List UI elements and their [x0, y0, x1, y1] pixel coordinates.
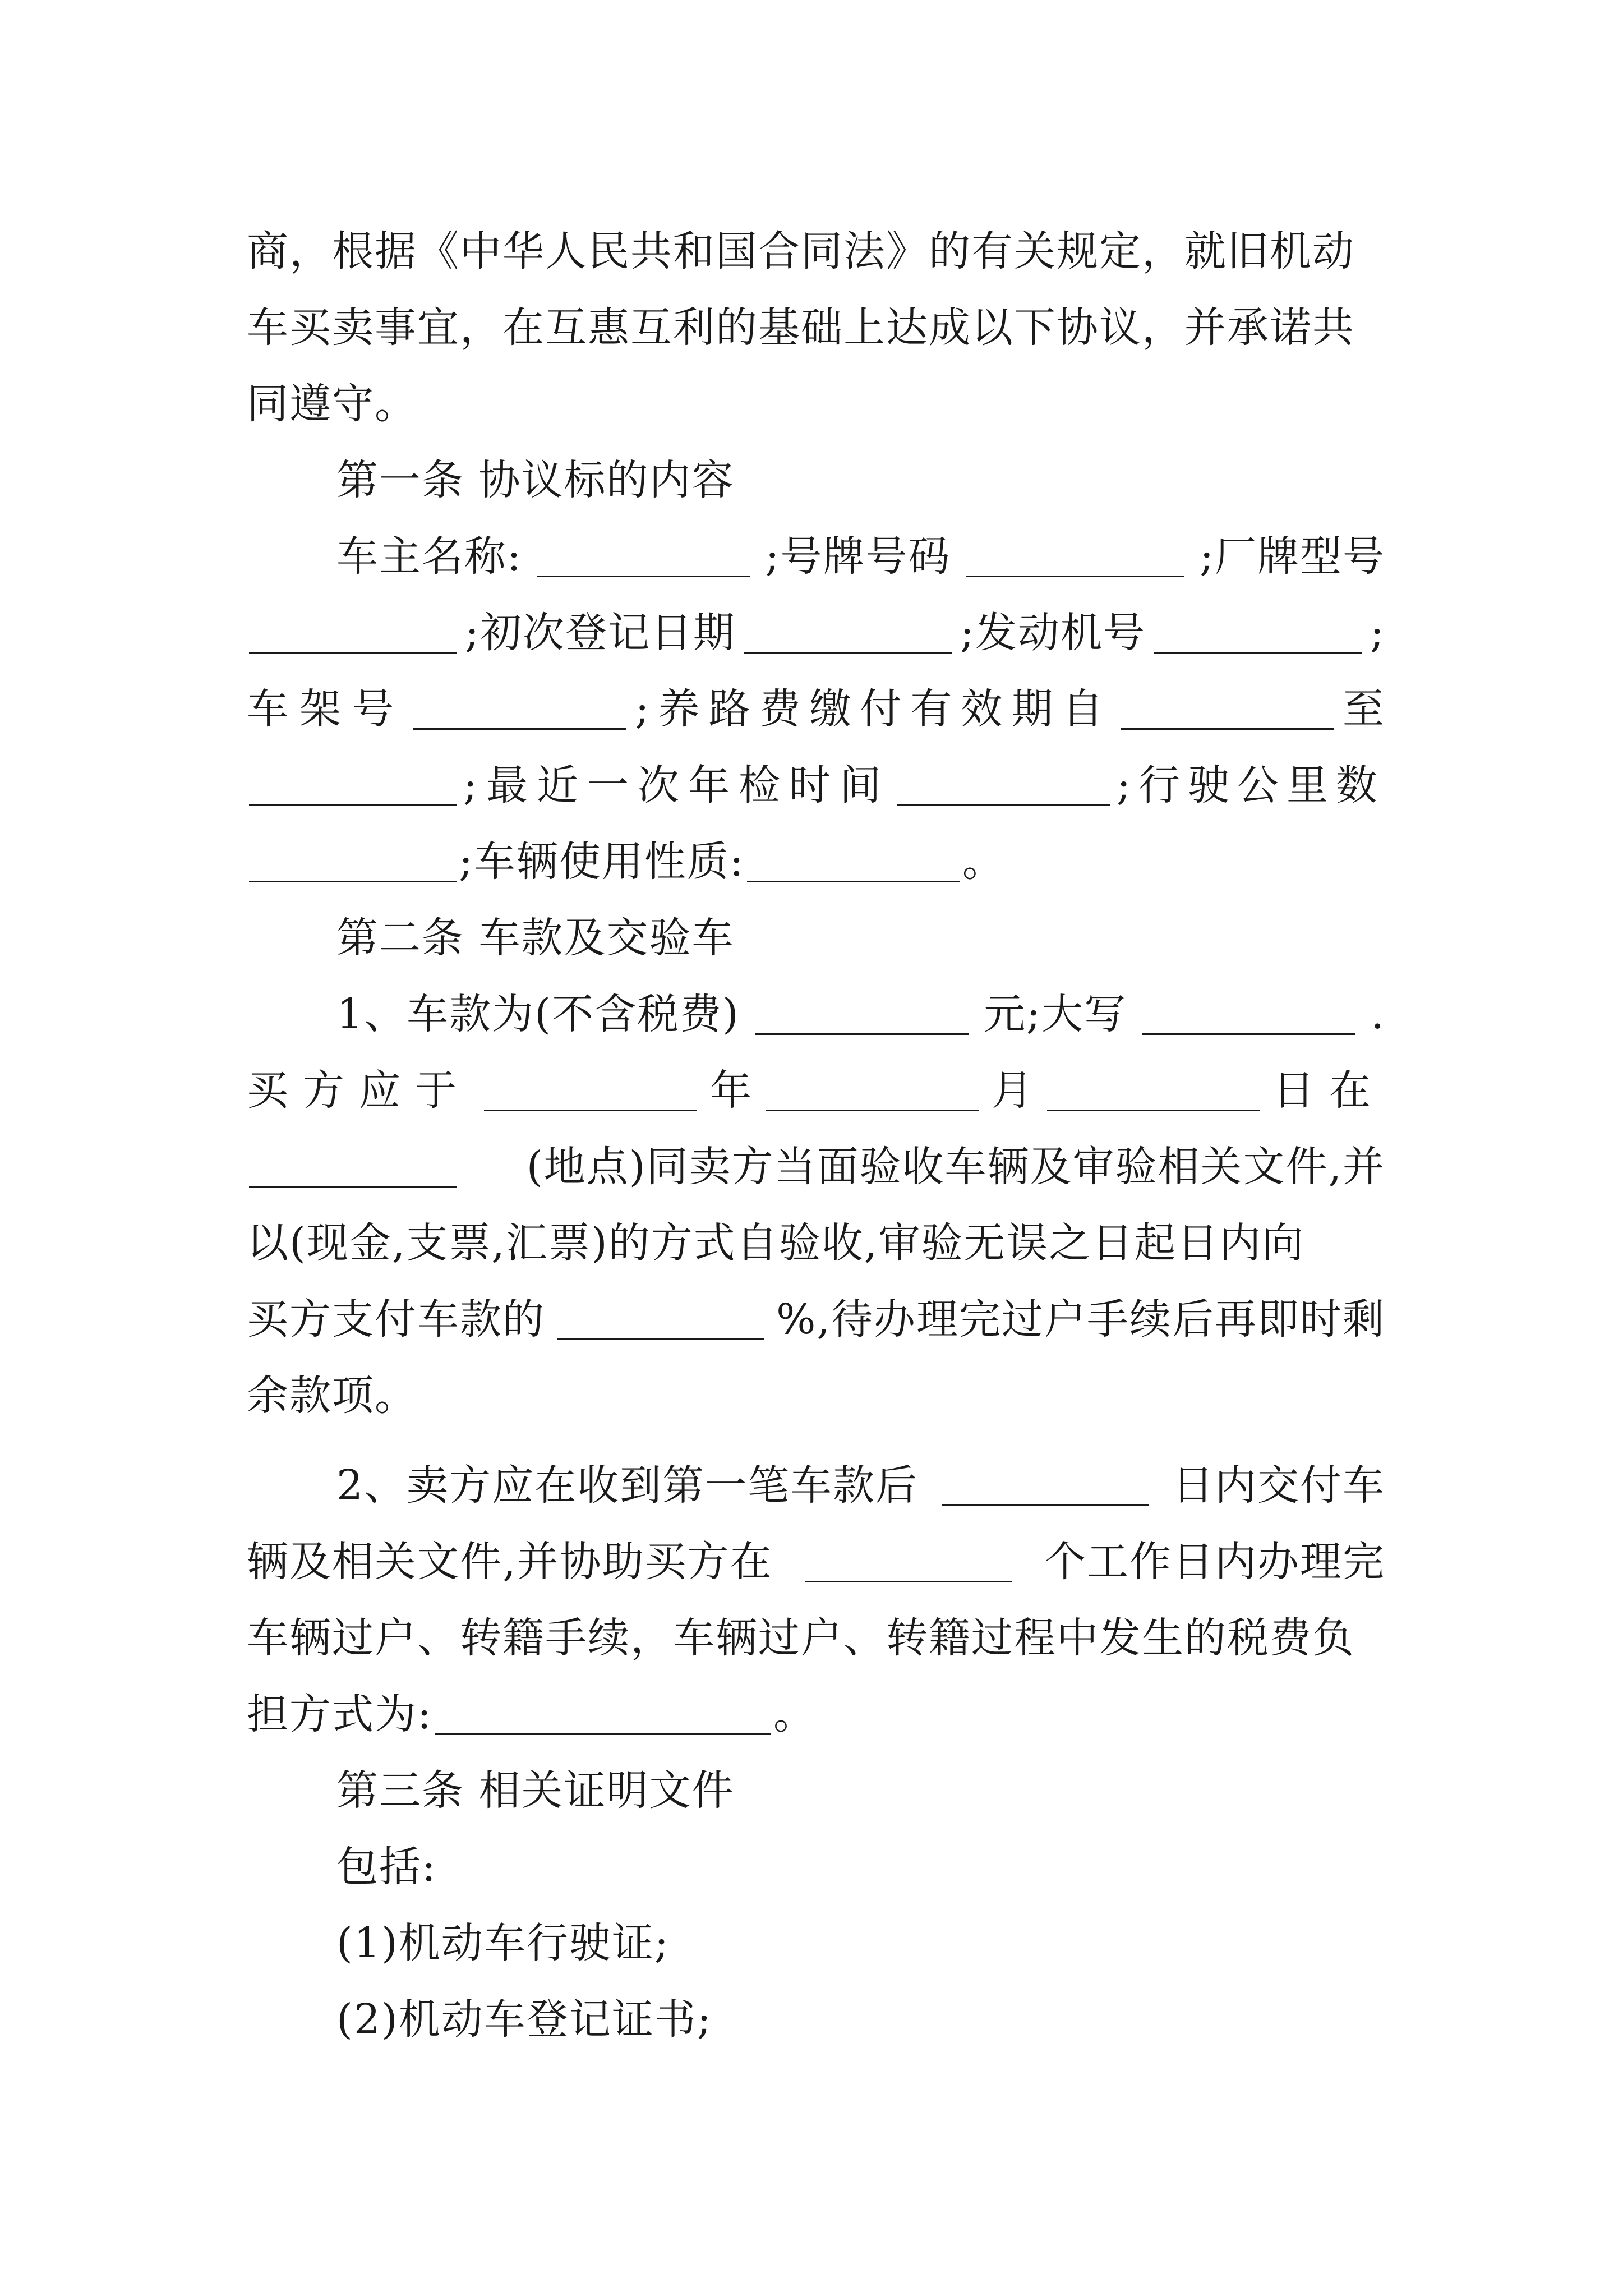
month-label: 月 — [992, 1066, 1034, 1115]
road-fee-blank[interactable] — [1121, 689, 1334, 730]
workdays-text: 个工作日内办理完 — [1044, 1538, 1385, 1586]
plate-blank[interactable] — [966, 536, 1184, 577]
article-2-line-3 — [247, 1129, 1385, 1205]
to-label: 至 — [1343, 685, 1385, 733]
year-label: 年 — [710, 1066, 753, 1115]
day-at-label: 日在 — [1273, 1066, 1385, 1115]
first-reg-blank[interactable] — [744, 613, 952, 654]
article-3-item-1 — [247, 1905, 1385, 1981]
article-2-line-8 — [247, 1524, 1385, 1600]
owner-blank[interactable] — [537, 536, 750, 577]
article-1-line-4 — [247, 747, 1385, 823]
intro-text-2: 车买卖事宜，在互惠互利的基础上达成以下协议，并承诺共 — [247, 303, 1355, 352]
transfer-text: 车辆过户、转籍手续，车辆过户、转籍过程中发生的税费负 — [247, 1614, 1355, 1662]
article-2-line-9 — [247, 1600, 1385, 1676]
intro-line-3 — [247, 366, 1385, 442]
intro-text-1: 商，根据《中华人民共和国合同法》的有关规定，就旧机动 — [247, 227, 1355, 275]
intro-line-1 — [247, 213, 1385, 289]
place-text: (地点)同卖方当面验收车辆及审验相关文件,并 — [526, 1143, 1385, 1191]
document-page — [247, 213, 1385, 2058]
article-3-title-text: 第三条 相关证明文件 — [336, 1766, 735, 1815]
deliver-text: 日内交付车 — [1172, 1461, 1385, 1510]
article-1-title — [247, 442, 1385, 518]
pay-pct-blank[interactable] — [557, 1299, 764, 1340]
article-3-include — [247, 1829, 1385, 1905]
item-2-text: (2)机动车登记证书; — [336, 1995, 712, 2044]
usage-blank[interactable] — [747, 841, 960, 882]
article-2-title-text: 第二条 车款及交验车 — [336, 914, 735, 962]
article-2-line-6 — [247, 1358, 1385, 1434]
tax-period: 。 — [773, 1690, 816, 1738]
year-blank[interactable] — [484, 1070, 697, 1111]
pay-way-text: 以(现金,支票,汇票)的方式自验收,审验无误之日起日内向 — [247, 1219, 1305, 1267]
buyer-should-label: 买方应于 — [247, 1066, 471, 1115]
article-1-title-text: 第一条 协议标的内容 — [336, 456, 735, 504]
article-2-line-5 — [247, 1281, 1385, 1358]
article-1-line-3 — [247, 671, 1385, 747]
article-2-line-1 — [247, 976, 1385, 1052]
article-2-line-2 — [247, 1052, 1385, 1129]
usage-label: ;车辆使用性质: — [459, 838, 745, 886]
article-3-title — [247, 1752, 1385, 1829]
road-fee-label: ;养路费缴付有效期自 — [635, 685, 1113, 733]
item-1-text: (1)机动车行驶证; — [336, 1919, 670, 1967]
price-label: 1、车款为(不含税费) — [336, 990, 740, 1038]
article-2-line-10 — [247, 1676, 1385, 1752]
last-check-blank[interactable] — [897, 765, 1110, 806]
period: 。 — [962, 838, 1005, 886]
plate-label: ;号牌号码 — [765, 532, 951, 581]
last-check-label: ;最近一次年检时间 — [463, 761, 890, 809]
intro-line-2 — [247, 289, 1385, 366]
place-blank[interactable] — [249, 1147, 457, 1188]
article-1-line-1 — [247, 518, 1385, 595]
article-1-line-5 — [247, 823, 1385, 900]
article-3-item-2 — [247, 1981, 1385, 2058]
engine-label: ;发动机号 — [960, 609, 1146, 657]
tax-blank[interactable] — [435, 1694, 771, 1735]
model-blank[interactable] — [249, 613, 457, 654]
article-2-line-7 — [247, 1447, 1385, 1524]
pay-pct-text: %,待办理完过户手续后再即时剩 — [776, 1295, 1385, 1343]
tax-label: 担方式为: — [247, 1690, 432, 1738]
dot: . — [1371, 990, 1385, 1038]
paragraph-gap — [247, 1434, 1385, 1447]
yuan-label: 元;大写 — [984, 990, 1127, 1038]
frame-label: 车架号 — [247, 685, 405, 733]
deliver-days-blank[interactable] — [942, 1465, 1149, 1506]
pay-pct-label: 买方支付车款的 — [247, 1295, 545, 1343]
intro-text-3: 同遵守。 — [247, 380, 417, 428]
article-1-line-2 — [247, 595, 1385, 671]
price-blank[interactable] — [755, 994, 969, 1035]
workdays-blank[interactable] — [805, 1542, 1012, 1582]
engine-blank[interactable] — [1154, 613, 1362, 654]
semicolon: ; — [1370, 609, 1385, 657]
mileage-label: ;行驶公里数 — [1117, 761, 1385, 809]
day-blank[interactable] — [1047, 1070, 1260, 1111]
include-text: 包括: — [336, 1843, 437, 1891]
deliver-label: 2、卖方应在收到第一笔车款后 — [336, 1461, 919, 1510]
assist-label: 辆及相关文件,并协助买方在 — [247, 1538, 773, 1586]
month-blank[interactable] — [766, 1070, 979, 1111]
road-fee-end-blank[interactable] — [249, 765, 457, 806]
model-label: ;厂牌型号 — [1200, 532, 1385, 581]
frame-blank[interactable] — [413, 689, 626, 730]
article-2-title — [247, 900, 1385, 976]
mileage-blank[interactable] — [249, 841, 457, 882]
remain-text: 余款项。 — [247, 1372, 417, 1420]
article-2-line-4 — [247, 1205, 1385, 1281]
owner-label: 车主名称: — [336, 532, 522, 581]
first-reg-label: ;初次登记日期 — [465, 609, 736, 657]
price-words-blank[interactable] — [1142, 994, 1355, 1035]
